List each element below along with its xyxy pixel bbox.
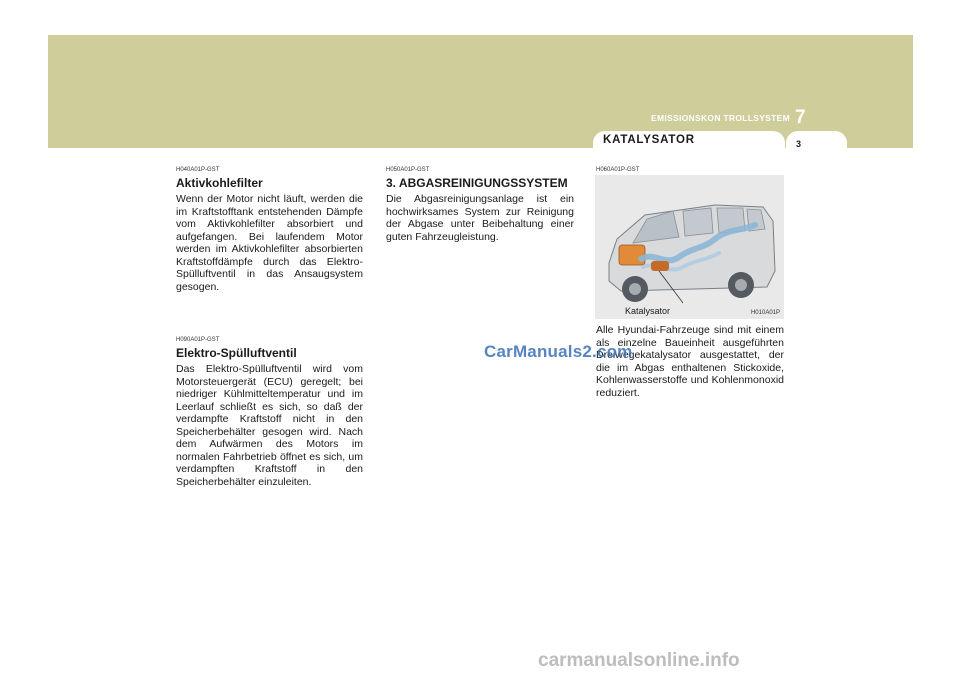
chapter-number: 7 — [795, 107, 806, 128]
section-elektro-spuelluftventil — [176, 336, 363, 488]
chapter-header-band — [48, 35, 913, 148]
figure-caption: Katalysator — [625, 306, 671, 316]
section-code: H090A01P-GST — [176, 337, 220, 343]
section-heading: 3. ABGASREINIGUNGSSYSTEM — [386, 176, 568, 190]
section-code: H050A01P-GST — [386, 167, 430, 173]
watermark-carmanualsonline: carmanualsonline.info — [538, 650, 740, 671]
section-code: H060A01P-GST — [596, 167, 640, 173]
section-body: Wenn der Motor nicht läuft, werden die im Kraftstofftank entstehenden Dämpfe vom Aktivkohlefilter absorbiert und aufgefangen. Bei laufendem Motor werden im Aktivkohlefilter absorbierten Kraftstoffdämpfe durch das Elektro-Spülluftventil in das Ansaugsystem gesogen. — [176, 193, 363, 293]
section-body: Alle Hyundai-Fahrzeuge sind mit einem als einzelne Baueinheit ausgeführten Dreiwegekatalysator ausgestattet, der die im Abgas enthaltenen Stickoxide, Kohlenwasserstoffe und Kohlenmonoxid reduziert. — [596, 324, 784, 399]
catalytic-converter-figure — [595, 175, 784, 319]
watermark-carmanuals2: CarManuals2.com — [484, 342, 633, 361]
section-aktivkohlefilter — [176, 166, 363, 293]
van-illustration — [595, 175, 784, 319]
chapter-title: EMISSIONSKON TROLLSYSTEM — [651, 113, 790, 123]
figure-code: H010A01P — [750, 310, 780, 316]
section-code: H040A01P-GST — [176, 167, 220, 173]
section-abgasreinigungssystem — [386, 166, 574, 243]
section-heading: Aktivkohlefilter — [176, 176, 263, 190]
page-number: 3 — [796, 139, 802, 149]
section-tab-label: KATALYSATOR — [603, 134, 695, 146]
section-heading: Elektro-Spülluftventil — [176, 346, 297, 360]
section-body: Das Elektro-Spülluftventil wird vom Motorsteuergerät (ECU) geregelt; bei niedriger Kühlmitteltemperatur und im Leerlauf schließt es sich, so daß der verdampfte Kraftstoff nicht in den Speicherbehälter gesogen wird. Nach dem Aufwärmen des Motors im normalen Fahrbetrieb öffnet es sich, um verdampften Kraftstoff in den Speicherbehälter einzuleiten. — [176, 363, 363, 488]
section-body: Die Abgasreinigungsanlage ist ein hochwirksames System zur Reinigung der Abgase unter Beibehaltung einer guten Fahrzeugleistung. — [386, 193, 574, 243]
